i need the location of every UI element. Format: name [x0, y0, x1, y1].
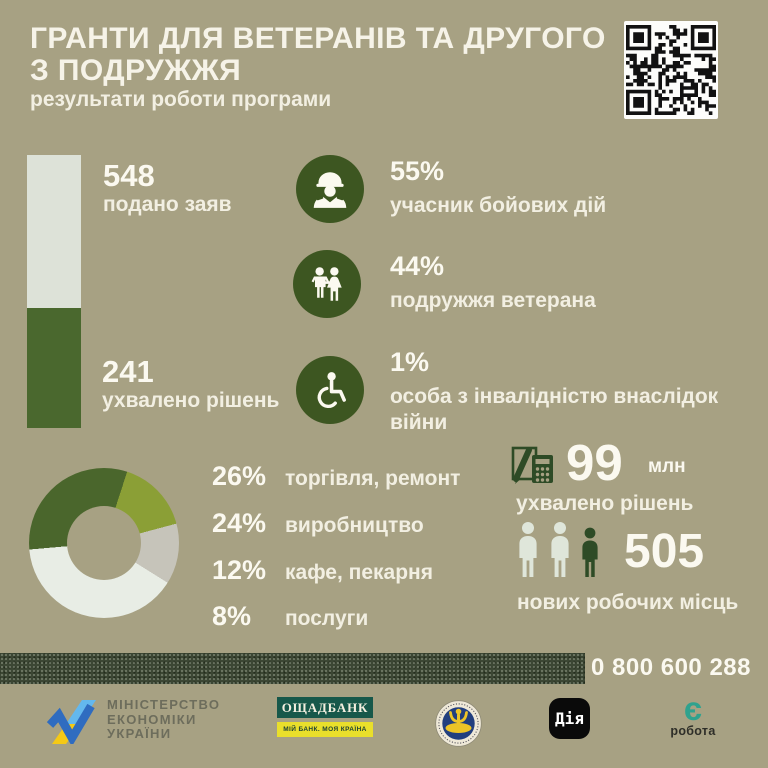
three-people-glyph — [514, 521, 614, 579]
money-label: ухвалено рішень — [516, 492, 694, 515]
oschadbank-name: ОЩАДБАНК — [277, 697, 373, 718]
ministry-logo-glyph — [44, 700, 100, 744]
page-subtitle: результати роботи програми — [30, 88, 332, 111]
pen-calculator-glyph — [510, 443, 558, 489]
ministry-logo-text — [107, 698, 220, 742]
couple-icon — [293, 250, 361, 318]
sector-production-label: виробництво — [285, 514, 424, 537]
couple-icon-glyph — [306, 263, 348, 305]
bar-approved-segment — [27, 308, 81, 428]
ministry-line3: УКРАЇНИ — [107, 726, 172, 741]
texture-strip — [0, 653, 585, 684]
soldier-icon — [296, 155, 364, 223]
approved-label: ухвалено рішень — [102, 388, 280, 412]
sector-row-cafe — [212, 555, 433, 586]
wheelchair-icon-glyph — [309, 369, 351, 411]
sector-trade-label: торгівля, ремонт — [285, 467, 461, 490]
erobota-symbol: є — [683, 690, 703, 727]
combatants-percent: 55% — [390, 156, 445, 186]
qr-code — [624, 21, 718, 119]
disabled-label: особа з інвалідністю внаслідок війни — [390, 385, 719, 435]
submitted-label: подано заяв — [103, 192, 232, 216]
page-title-line1: ГРАНТИ ДЛЯ ВЕТЕРАНІВ ТА ДРУГОГО — [30, 22, 606, 55]
sector-row-production — [212, 508, 424, 539]
sector-cafe-percent: 12% — [212, 555, 267, 585]
employment-service-emblem — [435, 700, 482, 752]
applications-bar-chart — [27, 155, 81, 428]
diia-label: Дія — [555, 709, 584, 728]
ministry-line1: МІНІСТЕРСТВО — [107, 697, 221, 712]
three-people-icon — [514, 521, 614, 584]
sector-services-label: послуги — [285, 607, 369, 630]
spouses-label: подружжя ветерана — [390, 289, 596, 312]
page-title-line2: З ПОДРУЖЖЯ — [30, 54, 242, 87]
diia-app-icon — [549, 698, 590, 739]
sector-production-percent: 24% — [212, 508, 267, 538]
sector-services-percent: 8% — [212, 601, 252, 631]
beneficiary-row-disabled — [390, 349, 722, 437]
sector-cafe-label: кафе, пекарня — [285, 561, 433, 584]
beneficiary-row-combatants — [390, 158, 606, 219]
qr-code-svg — [626, 25, 716, 115]
pen-calculator-icon — [510, 443, 558, 494]
money-unit: млн — [648, 456, 686, 477]
approved-stat — [102, 356, 279, 413]
sector-row-trade — [212, 461, 460, 492]
oschadbank-tagline: МІЙ БАНК. МОЯ КРАЇНА — [277, 722, 373, 737]
ministry-line2: ЕКОНОМІКИ — [107, 711, 197, 727]
erobota-label: робота — [670, 724, 716, 738]
submitted-value: 548 — [103, 158, 155, 193]
employment-service-glyph — [435, 700, 482, 747]
spouses-percent: 44% — [390, 251, 445, 281]
hotline-number: 0 800 600 288 — [591, 654, 751, 681]
disabled-percent: 1% — [390, 347, 430, 377]
erobota-logo — [667, 690, 719, 738]
soldier-icon-glyph — [309, 168, 351, 210]
sectors-donut-chart — [29, 468, 179, 618]
jobs-value: 505 — [624, 525, 705, 578]
ministry-logo-icon — [44, 700, 100, 749]
combatants-label: учасник бойових дій — [390, 194, 607, 217]
oschadbank-logo — [277, 697, 373, 737]
wheelchair-icon — [296, 356, 364, 424]
jobs-label: нових робочих місць — [517, 591, 739, 614]
submitted-stat — [103, 160, 232, 217]
beneficiary-row-spouses — [390, 253, 596, 314]
sector-trade-percent: 26% — [212, 461, 267, 491]
sector-row-services — [212, 601, 368, 632]
money-value: 99 — [566, 434, 623, 491]
approved-value: 241 — [102, 354, 154, 389]
